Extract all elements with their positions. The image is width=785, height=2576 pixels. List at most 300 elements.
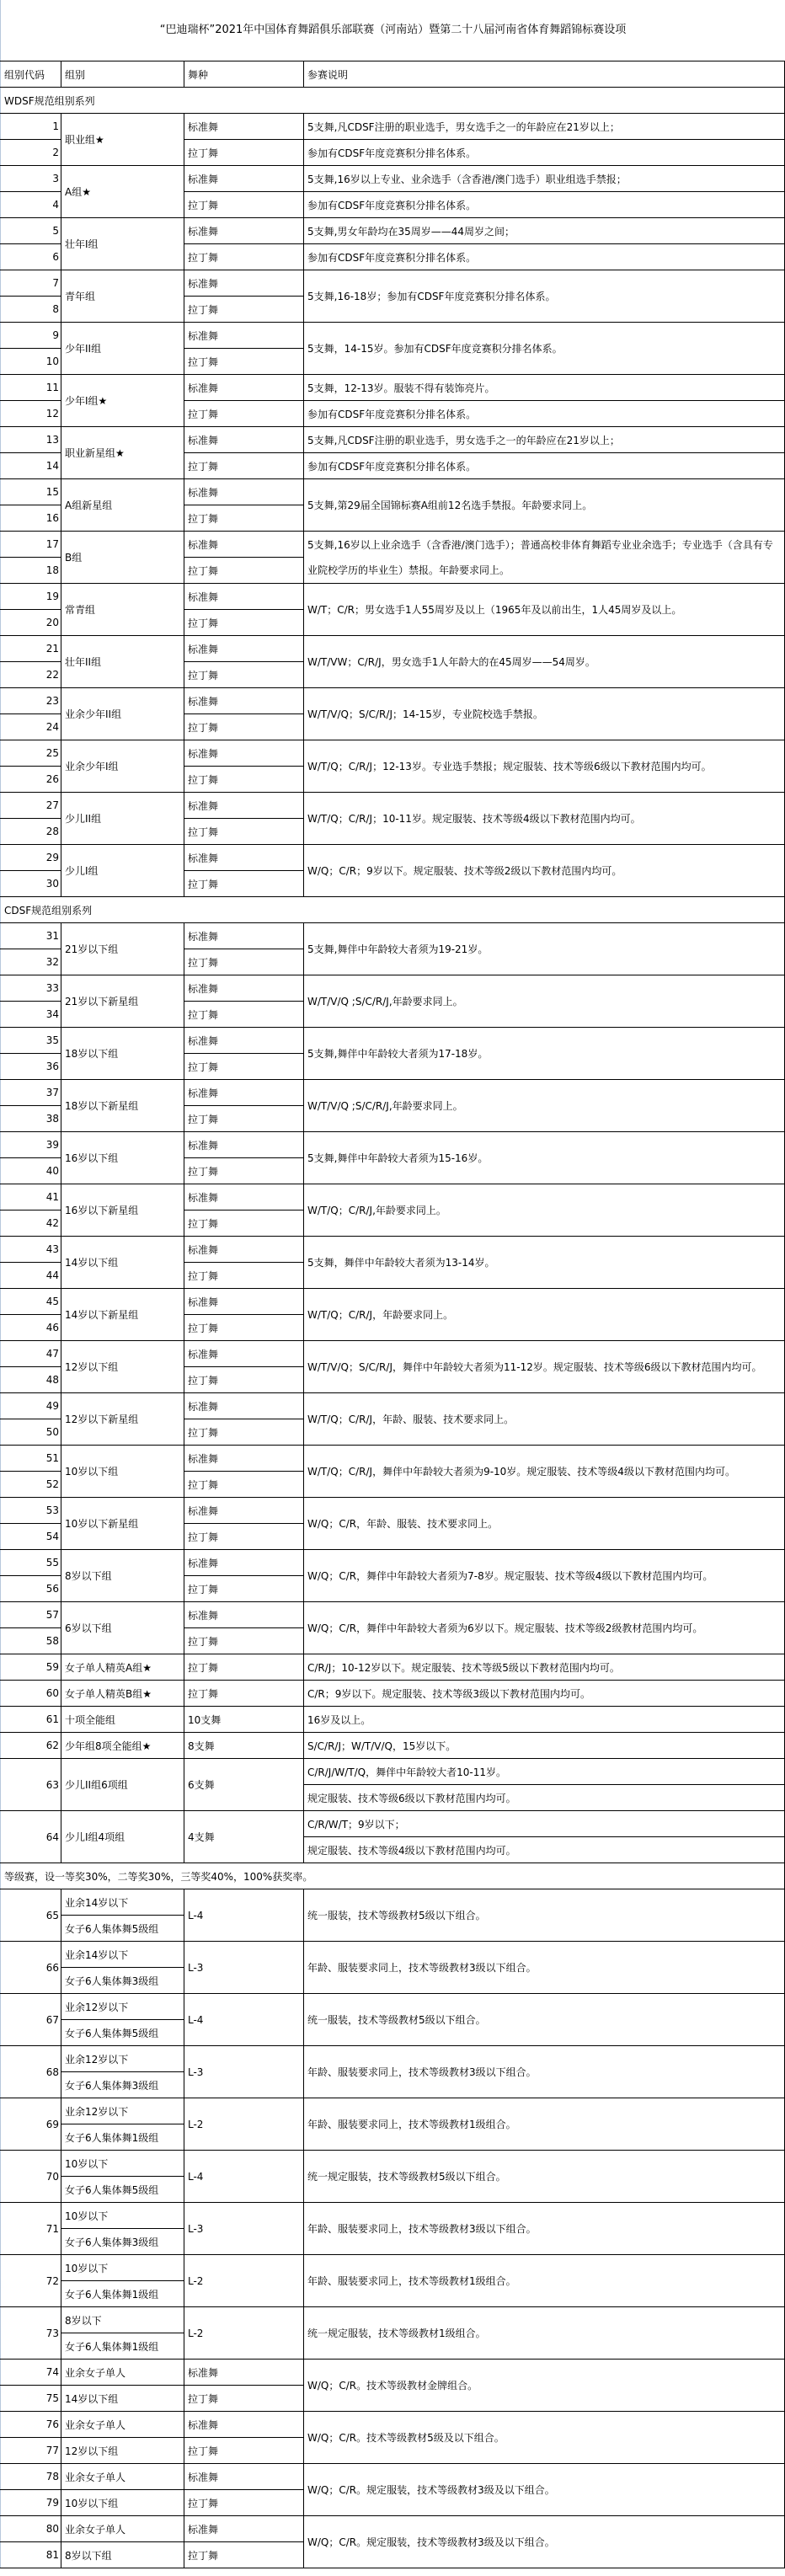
table-row	[1, 1393, 785, 1419]
group-name: 业余少年II组	[61, 688, 184, 740]
section-title: CDSF规范组别系列	[1, 897, 785, 923]
table-row	[1, 1550, 785, 1576]
group-name: 10岁以下组	[61, 1446, 184, 1498]
table-row	[1, 2046, 785, 2072]
entry-description: W/Q；C/R。技术等级教材5级及以下组合。	[304, 2412, 785, 2464]
dance-type: 标准舞	[184, 323, 304, 349]
group-name: 业余少年I组	[61, 740, 184, 793]
dance-type: 拉丁舞	[184, 1158, 304, 1184]
group-name: 21岁以下新星组	[61, 975, 184, 1028]
group-name: 职业新星组★	[61, 427, 184, 479]
group-name: 业余女子单人	[61, 2412, 184, 2438]
group-code: 76	[1, 2412, 61, 2438]
table-row	[1, 114, 785, 140]
table-row	[1, 1602, 785, 1628]
dance-type: 拉丁舞	[184, 505, 304, 532]
dance-type: 标准舞	[184, 166, 304, 192]
group-name: 少儿I组4项组	[61, 1811, 184, 1863]
group-code: 15	[1, 479, 61, 505]
group-code: 33	[1, 975, 61, 1002]
dance-type: 拉丁舞	[184, 714, 304, 740]
dance-type: 拉丁舞	[184, 1106, 304, 1132]
group-name: 10岁以下	[61, 2203, 184, 2229]
table-row	[1, 2516, 785, 2542]
group-name: 8岁以下组	[61, 2542, 184, 2568]
dance-type: 标准舞	[184, 270, 304, 297]
page-title: “巴迪瑞杯”2021年中国体育舞蹈俱乐部联赛（河南站）暨第二十八届河南省体育舞蹈锦标赛设项	[0, 0, 785, 61]
section-row	[1, 88, 785, 114]
group-code: 57	[1, 1602, 61, 1628]
table-row	[1, 532, 785, 558]
table-row	[1, 479, 785, 505]
dance-type: 标准舞	[184, 636, 304, 662]
table-row	[1, 1341, 785, 1367]
group-name: 少年组8项全能组★	[61, 1733, 184, 1759]
entry-description: C/R/W/T；9岁以下；	[304, 1811, 785, 1837]
group-code: 2	[1, 140, 61, 166]
dance-type: 拉丁舞	[184, 140, 304, 166]
entry-description: 参加有CDSF年度竞赛积分排名体系。	[304, 192, 785, 218]
entry-description: 5支舞,16岁以上业余选手（含香港/澳门选手）；普通高校非体育舞蹈专业业余选手；专业选手（含具有专业院校学历的毕业生）禁报。年龄要求同上。	[304, 532, 785, 584]
dance-type: 标准舞	[184, 688, 304, 714]
group-code: 71	[1, 2203, 61, 2255]
group-code: 65	[1, 1889, 61, 1942]
dance-type: 拉丁舞	[184, 871, 304, 897]
table-row	[1, 584, 785, 610]
entry-description: W/T/V/Q；S/C/R/J；14-15岁，专业院校选手禁报。	[304, 688, 785, 740]
group-name: 常青组	[61, 584, 184, 636]
group-name: 12岁以下组	[61, 2438, 184, 2464]
group-code: 46	[1, 1315, 61, 1341]
dance-type: 标准舞	[184, 1237, 304, 1263]
group-name: 女子6人集体舞5级组	[61, 2177, 184, 2203]
group-code: 26	[1, 767, 61, 793]
entry-description: W/Q；C/R。规定服装，技术等级教材3级及以下组合。	[304, 2516, 785, 2568]
table-row	[1, 1733, 785, 1759]
table-row	[1, 1681, 785, 1707]
dance-type: 标准舞	[184, 1080, 304, 1106]
group-code: 68	[1, 2046, 61, 2098]
group-code: 40	[1, 1158, 61, 1184]
table-row	[1, 1080, 785, 1106]
dance-type: 拉丁舞	[184, 767, 304, 793]
group-code: 25	[1, 740, 61, 767]
group-code: 3	[1, 166, 61, 192]
table-row	[1, 166, 785, 192]
group-code: 14	[1, 453, 61, 479]
group-code: 59	[1, 1654, 61, 1681]
entry-description: S/C/R/J；W/T/V/Q，15岁以下。	[304, 1733, 785, 1759]
dance-type: 拉丁舞	[184, 1002, 304, 1028]
dance-type: 拉丁舞	[184, 1472, 304, 1498]
group-name: 16岁以下新星组	[61, 1184, 184, 1237]
dance-type: 标准舞	[184, 2360, 304, 2386]
dance-type: 拉丁舞	[184, 1419, 304, 1446]
group-name: 女子单人精英A组★	[61, 1654, 184, 1681]
group-code: 21	[1, 636, 61, 662]
group-name: 少儿II组	[61, 793, 184, 845]
table-row	[1, 375, 785, 401]
group-code: 18	[1, 558, 61, 584]
entry-description: W/Q；C/R。技术等级教材金牌组合。	[304, 2360, 785, 2412]
table-row	[1, 2464, 785, 2490]
group-code: 6	[1, 244, 61, 270]
dance-type: 标准舞	[184, 584, 304, 610]
group-name: 10岁以下	[61, 2255, 184, 2281]
dance-type: 拉丁舞	[184, 1628, 304, 1654]
group-code: 72	[1, 2255, 61, 2307]
dance-type: 标准舞	[184, 2412, 304, 2438]
group-name: 职业组★	[61, 114, 184, 166]
entry-description: W/T/Q；C/R/J，舞伴中年龄较大者须为9-10岁。规定服装、技术等级4级以下教材范围内均可。	[304, 1446, 785, 1498]
group-name: 18岁以下组	[61, 1028, 184, 1080]
dance-type: L-3	[184, 1942, 304, 1994]
dance-type: 拉丁舞	[184, 453, 304, 479]
entry-description: W/T/V/Q ;S/C/R/J,年龄要求同上。	[304, 975, 785, 1028]
dance-type: L-2	[184, 2098, 304, 2151]
group-name: 10岁以下组	[61, 2490, 184, 2516]
group-code: 49	[1, 1393, 61, 1419]
group-name: 业余14岁以下	[61, 1889, 184, 1916]
dance-type: 拉丁舞	[184, 558, 304, 584]
table-row	[1, 1811, 785, 1837]
group-code: 81	[1, 2542, 61, 2568]
entry-description: 年龄、服装要求同上，技术等级教材1级组合。	[304, 2098, 785, 2151]
group-name: B组	[61, 532, 184, 584]
group-code: 16	[1, 505, 61, 532]
table-row	[1, 845, 785, 871]
group-code: 19	[1, 584, 61, 610]
entry-description: 年龄、服装要求同上，技术等级教材3级以下组合。	[304, 1942, 785, 1994]
dance-type: 标准舞	[184, 845, 304, 871]
group-code: 56	[1, 1576, 61, 1602]
dance-type: 拉丁舞	[184, 1211, 304, 1237]
entry-description: W/Q；C/R，舞伴中年龄较大者须为6岁以下。规定服装、技术等级2级教材范围内均可。	[304, 1602, 785, 1654]
group-name: 业余女子单人	[61, 2516, 184, 2542]
group-code: 38	[1, 1106, 61, 1132]
entry-description: 规定服装、技术等级6级以下教材范围内均可。	[304, 1785, 785, 1811]
table-row	[1, 2307, 785, 2333]
section-title: WDSF规范组别系列	[1, 88, 785, 114]
group-code: 30	[1, 871, 61, 897]
entry-description: W/T；C/R；男女选手1人55周岁及以上（1965年及以前出生，1人45周岁及以上。	[304, 584, 785, 636]
group-code: 43	[1, 1237, 61, 1263]
dance-type: 标准舞	[184, 375, 304, 401]
dance-type: 标准舞	[184, 532, 304, 558]
group-code: 74	[1, 2360, 61, 2386]
dance-type: 标准舞	[184, 1446, 304, 1472]
dance-type: 标准舞	[184, 2516, 304, 2542]
table-row	[1, 270, 785, 297]
group-code: 41	[1, 1184, 61, 1211]
dance-type: 标准舞	[184, 1550, 304, 1576]
table-row	[1, 2412, 785, 2438]
entry-description: W/Q；C/R。规定服装，技术等级教材3级及以下组合。	[304, 2464, 785, 2516]
entry-description: W/Q；C/R，年龄、服装、技术要求同上。	[304, 1498, 785, 1550]
table-row	[1, 427, 785, 453]
group-name: 14岁以下新星组	[61, 1289, 184, 1341]
entry-description: W/T/V/Q；S/C/R/J，舞伴中年龄较大者须为11-12岁。规定服装、技术等级6级以下教材范围内均可。	[304, 1341, 785, 1393]
table-row	[1, 1707, 785, 1733]
group-code: 54	[1, 1524, 61, 1550]
dance-type: 标准舞	[184, 1602, 304, 1628]
header-row	[1, 61, 785, 88]
table-row	[1, 2255, 785, 2281]
entry-description: 5支舞,16岁以上专业、业余选手（含香港/澳门选手）职业组选手禁报；	[304, 166, 785, 192]
group-code: 42	[1, 1211, 61, 1237]
group-name: 十项全能组	[61, 1707, 184, 1733]
group-code: 23	[1, 688, 61, 714]
group-name: 女子6人集体舞5级组	[61, 2020, 184, 2046]
group-code: 9	[1, 323, 61, 349]
entry-description: W/T/VW；C/R/J，男女选手1人年龄大的在45周岁——54周岁。	[304, 636, 785, 688]
group-code: 36	[1, 1054, 61, 1080]
table-row	[1, 740, 785, 767]
group-code: 24	[1, 714, 61, 740]
dance-type: 标准舞	[184, 1341, 304, 1367]
table-row	[1, 2360, 785, 2386]
group-name: 8岁以下组	[61, 1550, 184, 1602]
group-name: 10岁以下	[61, 2151, 184, 2177]
group-name: 业余女子单人	[61, 2464, 184, 2490]
entry-description: 统一服装，技术等级教材5级以下组合。	[304, 1994, 785, 2046]
dance-type: 标准舞	[184, 1132, 304, 1158]
group-code: 55	[1, 1550, 61, 1576]
group-code: 69	[1, 2098, 61, 2151]
group-name: 12岁以下新星组	[61, 1393, 184, 1446]
section-title: 等级赛，设一等奖30%，二等奖30%，三等奖40%，100%获奖率。	[1, 1863, 785, 1889]
dance-type: 拉丁舞	[184, 1315, 304, 1341]
table-row	[1, 2151, 785, 2177]
entry-description: 年龄、服装要求同上，技术等级教材3级以下组合。	[304, 2046, 785, 2098]
entry-description: 5支舞,第29届全国锦标赛A组前12名选手禁报。年龄要求同上。	[304, 479, 785, 532]
group-name: 青年组	[61, 270, 184, 323]
entry-description: 5支舞,凡CDSF注册的职业选手，男女选手之一的年龄应在21岁以上；	[304, 427, 785, 453]
dance-type: 标准舞	[184, 218, 304, 244]
entry-description: 5支舞，舞伴中年龄较大者须为13-14岁。	[304, 1237, 785, 1289]
entry-description: 5支舞,舞伴中年龄较大者须为17-18岁。	[304, 1028, 785, 1080]
group-code: 4	[1, 192, 61, 218]
entry-description: 5支舞,舞伴中年龄较大者须为19-21岁。	[304, 923, 785, 975]
group-code: 20	[1, 610, 61, 636]
dance-type: 拉丁舞	[184, 2438, 304, 2464]
group-code: 75	[1, 2386, 61, 2412]
group-name: 业余女子单人	[61, 2360, 184, 2386]
group-name: 6岁以下组	[61, 1602, 184, 1654]
entry-description: 参加有CDSF年度竞赛积分排名体系。	[304, 140, 785, 166]
group-name: 8岁以下	[61, 2307, 184, 2333]
group-code: 31	[1, 923, 61, 949]
entry-description: W/Q；C/R；9岁以下。规定服装、技术等级2级以下教材范围内均可。	[304, 845, 785, 897]
group-code: 37	[1, 1080, 61, 1106]
table-row	[1, 1028, 785, 1054]
group-code: 47	[1, 1341, 61, 1367]
group-code: 66	[1, 1942, 61, 1994]
group-name: 女子6人集体舞3级组	[61, 2072, 184, 2098]
group-name: 少年I组★	[61, 375, 184, 427]
group-code: 62	[1, 1733, 61, 1759]
dance-type: 标准舞	[184, 479, 304, 505]
dance-type: 标准舞	[184, 793, 304, 819]
dance-type: 拉丁舞	[184, 192, 304, 218]
group-code: 35	[1, 1028, 61, 1054]
dance-type: 拉丁舞	[184, 2542, 304, 2568]
entry-description: 5支舞,凡CDSF注册的职业选手，男女选手之一的年龄应在21岁以上；	[304, 114, 785, 140]
dance-type: 拉丁舞	[184, 297, 304, 323]
group-code: 17	[1, 532, 61, 558]
dance-type: 拉丁舞	[184, 819, 304, 845]
entry-description: 参加有CDSF年度竞赛积分排名体系。	[304, 244, 785, 270]
group-code: 78	[1, 2464, 61, 2490]
dance-type: 标准舞	[184, 975, 304, 1002]
group-code: 53	[1, 1498, 61, 1524]
entry-description: 参加有CDSF年度竞赛积分排名体系。	[304, 453, 785, 479]
group-code: 58	[1, 1628, 61, 1654]
group-code: 63	[1, 1759, 61, 1811]
group-code: 11	[1, 375, 61, 401]
dance-type: 拉丁舞	[184, 2490, 304, 2516]
dance-type: 标准舞	[184, 740, 304, 767]
group-code: 22	[1, 662, 61, 688]
group-code: 32	[1, 949, 61, 975]
table-row	[1, 1446, 785, 1472]
group-code: 52	[1, 1472, 61, 1498]
entry-description: 统一规定服装，技术等级教材5级以下组合。	[304, 2151, 785, 2203]
group-code: 79	[1, 2490, 61, 2516]
group-code: 7	[1, 270, 61, 297]
dance-type: 标准舞	[184, 1393, 304, 1419]
entry-description: W/T/V/Q ;S/C/R/J,年龄要求同上。	[304, 1080, 785, 1132]
section-row	[1, 1863, 785, 1889]
group-code: 13	[1, 427, 61, 453]
entry-description: 5支舞,16-18岁；参加有CDSF年度竞赛积分排名体系。	[304, 270, 785, 323]
group-code: 28	[1, 819, 61, 845]
group-code: 70	[1, 2151, 61, 2203]
group-code: 5	[1, 218, 61, 244]
dance-type: 6支舞	[184, 1759, 304, 1811]
group-code: 73	[1, 2307, 61, 2360]
dance-type: 标准舞	[184, 1289, 304, 1315]
dance-type: 标准舞	[184, 923, 304, 949]
group-code: 29	[1, 845, 61, 871]
entry-description: 规定服装、技术等级4级以下教材范围内均可。	[304, 1837, 785, 1863]
table-row	[1, 2203, 785, 2229]
entry-description: W/T/Q；C/R/J，年龄要求同上。	[304, 1289, 785, 1341]
entry-description: C/R/J；10-12岁以下。规定服装、技术等级5级以下教材范围内均可。	[304, 1654, 785, 1681]
group-name: A组新星组	[61, 479, 184, 532]
group-name: 少儿I组	[61, 845, 184, 897]
group-code: 77	[1, 2438, 61, 2464]
dance-type: L-2	[184, 2307, 304, 2360]
group-code: 44	[1, 1263, 61, 1289]
group-name: 女子6人集体舞3级组	[61, 2229, 184, 2255]
dance-type: 拉丁舞	[184, 1654, 304, 1681]
dance-type: 标准舞	[184, 2464, 304, 2490]
group-name: 壮年I组	[61, 218, 184, 270]
group-name: 业余12岁以下	[61, 1994, 184, 2020]
table-row	[1, 1889, 785, 1916]
table-row	[1, 1994, 785, 2020]
table-row	[1, 923, 785, 949]
group-code: 51	[1, 1446, 61, 1472]
table-row	[1, 1184, 785, 1211]
table-row	[1, 1132, 785, 1158]
table-row	[1, 1289, 785, 1315]
table-row	[1, 1654, 785, 1681]
dance-type: 拉丁舞	[184, 2386, 304, 2412]
group-code: 1	[1, 114, 61, 140]
group-name: 14岁以下组	[61, 2386, 184, 2412]
header-code: 组别代码	[1, 61, 61, 88]
group-name: 10岁以下新星组	[61, 1498, 184, 1550]
group-name: 少儿II组6项组	[61, 1759, 184, 1811]
section-row	[1, 897, 785, 923]
dance-type: 拉丁舞	[184, 1681, 304, 1707]
dance-type: L-3	[184, 2203, 304, 2255]
group-name: 业余12岁以下	[61, 2046, 184, 2072]
table-row	[1, 975, 785, 1002]
table-row	[1, 793, 785, 819]
header-group: 组别	[61, 61, 184, 88]
dance-type: 标准舞	[184, 1184, 304, 1211]
group-name: 少年II组	[61, 323, 184, 375]
group-code: 39	[1, 1132, 61, 1158]
dance-type: 10支舞	[184, 1707, 304, 1733]
entry-description: 5支舞,男女年龄均在35周岁——44周岁之间；	[304, 218, 785, 244]
group-name: 14岁以下组	[61, 1237, 184, 1289]
entry-description: W/T/Q；C/R/J,年龄要求同上。	[304, 1184, 785, 1237]
entry-description: W/T/Q；C/R/J；10-11岁。规定服装、技术等级4级以下教材范围内均可。	[304, 793, 785, 845]
entry-description: 5支舞，14-15岁。参加有CDSF年度竞赛积分排名体系。	[304, 323, 785, 375]
group-code: 34	[1, 1002, 61, 1028]
group-name: 12岁以下组	[61, 1341, 184, 1393]
group-name: 女子6人集体舞1级组	[61, 2124, 184, 2151]
table-row	[1, 1237, 785, 1263]
group-name: 16岁以下组	[61, 1132, 184, 1184]
group-name: 女子6人集体舞1级组	[61, 2281, 184, 2307]
table-row	[1, 323, 785, 349]
table-row	[1, 2098, 785, 2124]
dance-type: L-4	[184, 1889, 304, 1942]
group-name: 业余12岁以下	[61, 2098, 184, 2124]
dance-type: L-2	[184, 2255, 304, 2307]
dance-type: 拉丁舞	[184, 1576, 304, 1602]
group-name: 18岁以下新星组	[61, 1080, 184, 1132]
entry-description: C/R；9岁以下。规定服装、技术等级3级以下教材范围内均可。	[304, 1681, 785, 1707]
dance-type: L-4	[184, 1994, 304, 2046]
dance-type: 标准舞	[184, 1028, 304, 1054]
table-row	[1, 1498, 785, 1524]
group-name: 业余14岁以下	[61, 1942, 184, 1968]
dance-type: 标准舞	[184, 1498, 304, 1524]
dance-type: 标准舞	[184, 114, 304, 140]
group-name: A组★	[61, 166, 184, 218]
group-code: 80	[1, 2516, 61, 2542]
table-row	[1, 1942, 785, 1968]
dance-type: L-4	[184, 2151, 304, 2203]
dance-type: 拉丁舞	[184, 1054, 304, 1080]
entry-description: 年龄、服装要求同上，技术等级教材3级以下组合。	[304, 2203, 785, 2255]
dance-type: L-3	[184, 2046, 304, 2098]
entry-description: W/T/Q；C/R/J；12-13岁。专业选手禁报；规定服装、技术等级6级以下教材范围内均可。	[304, 740, 785, 793]
entry-description: W/Q；C/R，舞伴中年龄较大者须为7-8岁。规定服装、技术等级4级以下教材范围内均可。	[304, 1550, 785, 1602]
group-name: 女子6人集体舞5级组	[61, 1916, 184, 1942]
group-code: 67	[1, 1994, 61, 2046]
table-row	[1, 218, 785, 244]
dance-type: 拉丁舞	[184, 610, 304, 636]
dance-type: 4支舞	[184, 1811, 304, 1863]
table-row	[1, 1759, 785, 1785]
